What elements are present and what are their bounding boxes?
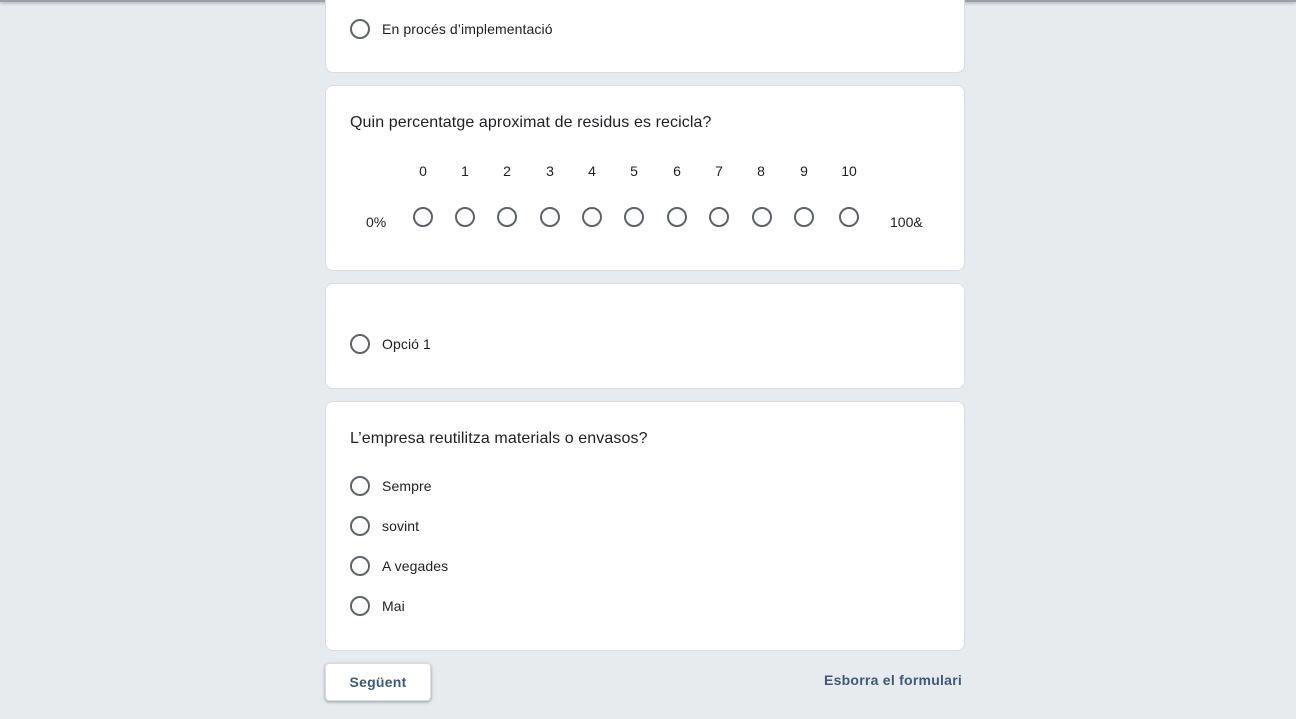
scale-high-label: 100& [890, 214, 923, 230]
question-title: L’empresa reutilitza materials o envasos? [350, 430, 648, 447]
radio-button[interactable] [350, 516, 370, 536]
question-title: Quin percentatge aproximat de residus es recicla? [350, 114, 712, 131]
option-sempre[interactable] [350, 476, 432, 496]
scale-radio-6[interactable] [667, 207, 687, 227]
question-card-implementation [325, 0, 965, 73]
question-card-recycle-percentage [325, 85, 965, 271]
scale-number: 8 [757, 163, 765, 179]
radio-button[interactable] [350, 476, 370, 496]
radio-button[interactable] [350, 556, 370, 576]
next-button[interactable]: Següent [325, 663, 431, 701]
scale-radio-9[interactable] [794, 207, 814, 227]
question-card-reuse [325, 401, 965, 651]
clear-form-link[interactable]: Esborra el formulari [824, 672, 963, 688]
scale-number: 2 [503, 163, 511, 179]
scale-radio-4[interactable] [582, 207, 602, 227]
scale-number: 4 [588, 163, 596, 179]
radio-button[interactable] [350, 334, 370, 354]
scale-number: 3 [546, 163, 554, 179]
option-en-proces[interactable] [350, 19, 553, 39]
scale-number: 5 [630, 163, 638, 179]
scale-number: 9 [800, 163, 808, 179]
radio-button[interactable] [350, 596, 370, 616]
scale-radio-5[interactable] [624, 207, 644, 227]
option-mai[interactable] [350, 596, 405, 616]
scale-number: 10 [841, 163, 857, 179]
scale-radio-1[interactable] [455, 207, 475, 227]
option-label: Opció 1 [382, 336, 431, 352]
scale-number: 6 [673, 163, 681, 179]
option-sovint[interactable] [350, 516, 419, 536]
scale-radio-3[interactable] [540, 207, 560, 227]
scale-number: 7 [715, 163, 723, 179]
option-label: En procés d’implementació [382, 21, 553, 37]
scale-low-label: 0% [366, 214, 387, 230]
scale-radio-8[interactable] [752, 207, 772, 227]
option-a-vegades[interactable] [350, 556, 448, 576]
option-label: Sempre [382, 478, 432, 494]
radio-button[interactable] [350, 19, 370, 39]
question-card-untitled [325, 283, 965, 389]
scale-radio-10[interactable] [839, 207, 859, 227]
scale-radio-0[interactable] [413, 207, 433, 227]
option-label: A vegades [382, 558, 449, 574]
option-label: Mai [382, 598, 405, 614]
scale-radio-7[interactable] [709, 207, 729, 227]
scale-radio-2[interactable] [497, 207, 517, 227]
scale-number: 0 [419, 163, 427, 179]
option-opcio-1[interactable] [350, 334, 431, 354]
scale-number: 1 [461, 163, 469, 179]
option-label: sovint [382, 518, 420, 534]
